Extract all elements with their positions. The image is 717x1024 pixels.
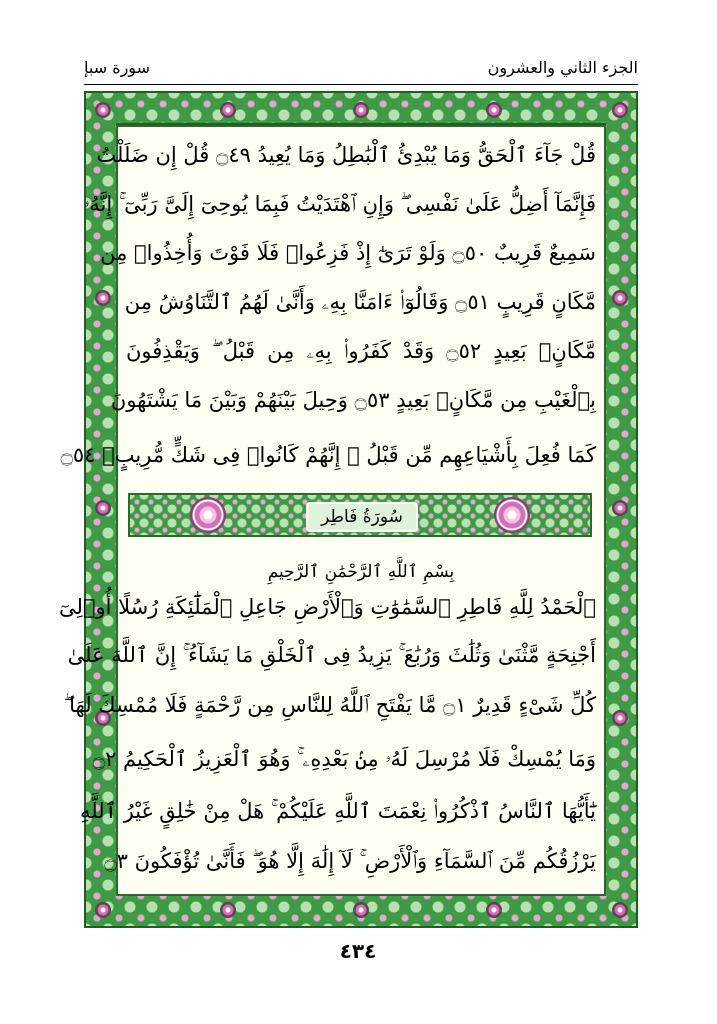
surah-header-title: سورة سبإ xyxy=(84,58,150,77)
verse-line: وَمَا يُمْسِكْ فَلَا مُرْسِلَ لَهُۥ مِنۢ بَعْدِهِۦ ۚ وَهُوَ ٱلْعَزِيزُ ٱلْحَكِيمُ ۝٢ xyxy=(92,747,596,771)
verse-line: يَٰٓأَيُّهَا ٱلنَّاسُ ٱذْكُرُوا۟ نِعْمَتَ ٱللَّهِ عَلَيْكُمْ ۚ هَلْ مِنْ خَٰلِقٍ غَيْرُ ٱللَّهِ xyxy=(80,799,596,823)
header-divider xyxy=(84,84,638,85)
surah-title-banner xyxy=(128,493,592,537)
border-flower-icon xyxy=(612,500,628,516)
border-flower-icon xyxy=(95,290,111,306)
verse-line: فَإِنَّمَآ أَضِلُّ عَلَىٰ نَفْسِى ۖ وَإِنِ ٱهْتَدَيْتُ فَبِمَا يُوحِىٓ إِلَىَّ رَبِّىٓ ۚ إِنَّهُۥ xyxy=(84,192,596,216)
border-flower-icon xyxy=(220,102,236,118)
verse-line: قُلْ جَآءَ ٱلْحَقُّ وَمَا يُبْدِئُ ٱلْبَٰطِلُ وَمَا يُعِيدُ ۝٤٩ قُلْ إِن ضَلَلْتُ xyxy=(96,143,596,167)
corner-flower-icon xyxy=(612,102,628,118)
rosette-icon xyxy=(494,497,530,533)
verse-line: كُلِّ شَىْءٍ قَدِيرٌ ۝١ مَّا يَفْتَحِ ٱللَّهُ لِلنَّاسِ مِن رَّحْمَةٍ فَلَا مُمْسِكَ لَهَا ۖ xyxy=(63,693,596,717)
border-flower-icon xyxy=(353,102,369,118)
verse-line: مَّكَانٍ قَرِيبٍ ۝٥١ وَقَالُوٓا۟ ءَامَنَّا بِهِۦ وَأَنَّىٰ لَهُمُ ٱلتَّنَاوُشُ مِن xyxy=(124,290,596,314)
corner-flower-icon xyxy=(95,902,111,918)
page-number: ٤٣٤ xyxy=(339,939,377,963)
verse-line: بِٱلْغَيْبِ مِن مَّكَانٍۭ بَعِيدٍ ۝٥٣ وَحِيلَ بَيْنَهُمْ وَبَيْنَ مَا يَشْتَهُونَ xyxy=(110,388,596,412)
verse-line: سَمِيعٌ قَرِيبٌ ۝٥٠ وَلَوْ تَرَىٰٓ إِذْ فَزِعُوا۟ فَلَا فَوْتَ وَأُخِذُوا۟ مِن xyxy=(100,241,596,265)
border-flower-icon xyxy=(95,500,111,516)
corner-flower-icon xyxy=(612,902,628,918)
border-flower-icon xyxy=(486,102,502,118)
verse-line: يَرْزُقُكُم مِّنَ ٱلسَّمَآءِ وَٱلْأَرْضِ ۚ لَآ إِلَٰهَ إِلَّا هُوَ ۖ فَأَنَّىٰ تُؤْفَكُونَ ۝٣ xyxy=(104,849,596,873)
verse-line: أَجْنِحَةٍ مَّثْنَىٰ وَثُلَٰثَ وَرُبَٰعَ ۚ يَزِيدُ فِى ٱلْخَلْقِ مَا يَشَآءُ ۚ إِنَّ ٱللَّهَ عَلَىٰ xyxy=(67,643,596,667)
verse-line: كَمَا فُعِلَ بِأَشْيَاعِهِم مِّن قَبْلُ ۚ إِنَّهُمْ كَانُوا۟ فِى شَكٍّ مُّرِيبٍۭ ۝٥٤ xyxy=(60,443,596,467)
border-flower-icon xyxy=(220,902,236,918)
border-flower-icon xyxy=(353,902,369,918)
verse-line: ٱلْحَمْدُ لِلَّهِ فَاطِرِ ٱلسَّمَٰوَٰتِ وَٱلْأَرْضِ جَاعِلِ ٱلْمَلَٰٓئِكَةِ رُسُلًا أُو۟لِىٓ xyxy=(58,595,596,619)
corner-flower-icon xyxy=(95,102,111,118)
border-flower-icon xyxy=(486,902,502,918)
basmala: بِسْمِ ٱللَّهِ ٱلرَّحْمَٰنِ ٱلرَّحِيمِ xyxy=(267,562,455,582)
surah-title: سُورَةُ فَاطِر xyxy=(306,502,418,532)
border-flower-icon xyxy=(612,290,628,306)
rosette-icon xyxy=(190,497,226,533)
border-flower-icon xyxy=(612,710,628,726)
verse-line: مَّكَانٍۭ بَعِيدٍ ۝٥٢ وَقَدْ كَفَرُوا۟ بِهِۦ مِن قَبْلُ ۖ وَيَقْذِفُونَ xyxy=(126,339,596,363)
juz-title: الجزء الثاني والعشرون xyxy=(487,58,638,77)
